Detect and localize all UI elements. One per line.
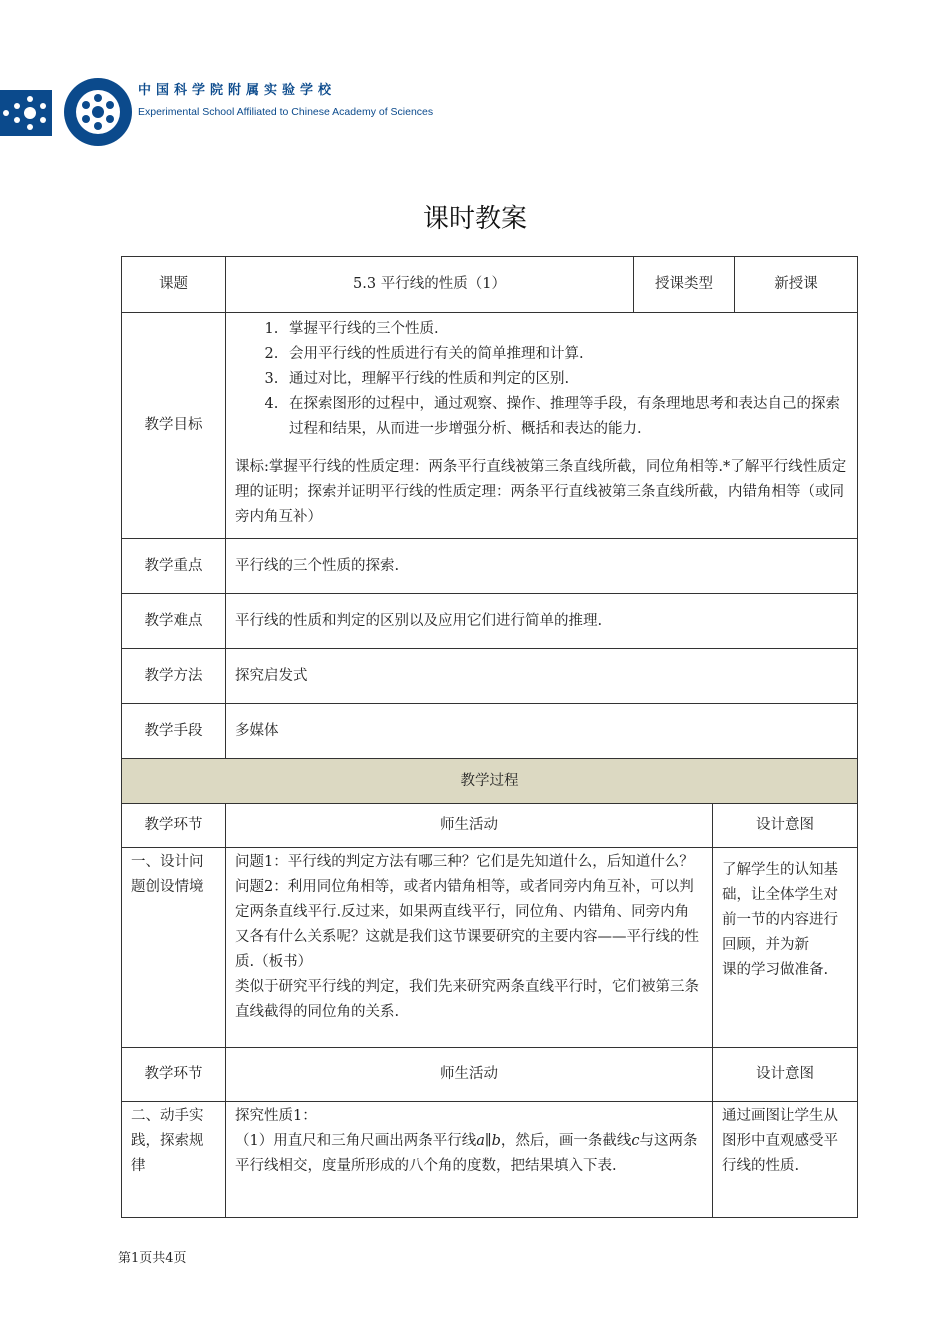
stage1-transition: 类似于研究平行线的判定，我们先来研究两条直线平行时，它们被第三条直线截得的同位角的关系. (235, 979, 699, 1020)
process-heading-row (122, 759, 858, 804)
objective-item: 1. 掌握平行线的三个性质. (283, 317, 848, 342)
type-value: 新授课 (735, 257, 858, 313)
curriculum-standard: 课标:掌握平行线的性质定理：两条平行直线被第三条直线所截，同位角相等.*了解平行线性质定理的证明；探索并证明平行线的性质定理：两条平行直线被第三条直线所截，内错角相等（或同旁内角互补） (235, 459, 847, 525)
process-heading: 教学过程 (122, 759, 858, 804)
page-title: 课时教案 (422, 204, 527, 234)
logo-atom-icon (0, 90, 52, 136)
stage1-intent-b: 课的学习做准备. (722, 962, 829, 978)
stage1-question2: 问题2：利用同位角相等，或者内错角相等，或者同旁内角互补，可以判定两条直线平行.反过来，如果两直线平行，同位角、内错角、同旁内角又各有什么关系呢？这就是我们这节课要研究的主要内容——平行线的性质.（板书） (235, 879, 699, 970)
logo-block (0, 90, 52, 136)
means-label: 教学手段 (122, 704, 226, 759)
school-name-en: Experimental School Affiliated to Chinese Academy of Sciences (138, 106, 434, 118)
means-value: 多媒体 (226, 704, 858, 759)
stage1-activity (226, 848, 713, 1048)
method-row (122, 649, 858, 704)
stage2-line1: 探究性质1： (235, 1108, 317, 1124)
difficulty-value: 平行线的性质和判定的区别以及应用它们进行简单的推理. (226, 594, 858, 649)
line-c: c (631, 1133, 640, 1149)
stage1-intent (713, 848, 858, 1048)
col-stage: 教学环节 (122, 1048, 226, 1102)
key-point-label: 教学重点 (122, 539, 226, 594)
stage1-intent-a: 了解学生的认知基础，让全体学生对前一节的内容进行回顾，并为新 (722, 862, 838, 953)
topic-row (122, 257, 858, 313)
process-header-row-2 (122, 1048, 858, 1102)
method-label: 教学方法 (122, 649, 226, 704)
key-point-value: 平行线的三个性质的探索. (226, 539, 858, 594)
col-stage: 教学环节 (122, 804, 226, 848)
stage1-name: 一、设计问题创设情境 (122, 848, 226, 1048)
process-header-row (122, 804, 858, 848)
stage1-question1: 问题1：平行线的判定方法有哪三种？它们是先知道什么，后知道什么？ (235, 854, 694, 870)
objective-item: 4. 在探索图形的过程中，通过观察、操作、推理等手段，有条理地思考和表达自己的探索过程和结果，从而进一步增强分析、概括和表达的能力. (283, 392, 848, 442)
objectives-label: 教学目标 (122, 313, 226, 539)
col-activity: 师生活动 (226, 1048, 713, 1102)
topic-label: 课题 (122, 257, 226, 313)
method-value: 探究启发式 (226, 649, 858, 704)
school-seal-icon (62, 76, 134, 148)
page-footer: 第1页共4页 (118, 1251, 187, 1266)
key-point-row (122, 539, 858, 594)
col-intent: 设计意图 (713, 1048, 858, 1102)
col-activity: 师生活动 (226, 804, 713, 848)
stage2-line2: （1）用直尺和三角尺画出两条平行线a∥b，然后，画一条截线c与这两条平行线相交，度量所形成的八个角的度数，把结果填入下表. (235, 1133, 698, 1174)
objective-item: 2. 会用平行线的性质进行有关的简单推理和计算. (283, 342, 848, 367)
difficulty-label: 教学难点 (122, 594, 226, 649)
objectives-list (235, 317, 848, 442)
stage2-row (122, 1102, 858, 1218)
objective-item: 3. 通过对比，理解平行线的性质和判定的区别. (283, 367, 848, 392)
stage2-activity (226, 1102, 713, 1218)
parallel-ab: a∥b (476, 1133, 501, 1149)
means-row (122, 704, 858, 759)
school-header (0, 72, 434, 152)
col-intent: 设计意图 (713, 804, 858, 848)
stage2-name: 二、动手实践，探索规律 (122, 1102, 226, 1218)
objectives-row (122, 313, 858, 539)
stage1-row (122, 848, 858, 1048)
school-name-cn: 中国科学院附属实验学校 (138, 83, 337, 98)
objectives-content (226, 313, 858, 539)
topic-value: 5.3 平行线的性质（1） (226, 257, 634, 313)
difficulty-row (122, 594, 858, 649)
type-label: 授课类型 (634, 257, 735, 313)
lesson-plan-table (121, 256, 858, 1218)
stage2-intent: 通过画图让学生从图形中直观感受平行线的性质. (713, 1102, 858, 1218)
